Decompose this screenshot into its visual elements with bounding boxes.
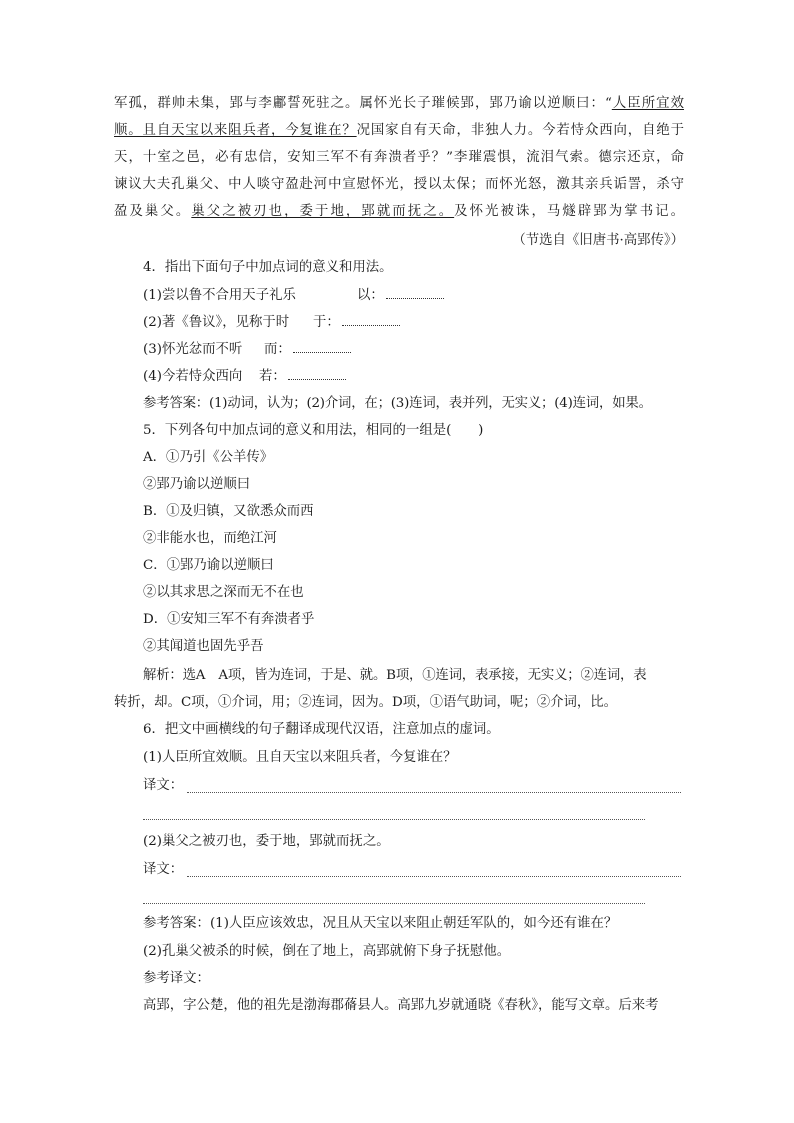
passage-text: 军孤，群帅未集，郢与李鄘誓死驻之。属怀光长子璀候郢，郢乃谕以逆顺曰：“	[114, 96, 612, 111]
q5-option-c1: C．①郢乃谕以逆顺曰	[143, 558, 274, 573]
answer-line	[187, 792, 681, 793]
q4-item-3: (3)怀光忿而不听 而：	[143, 340, 684, 360]
q4-stem: 4．指出下面句子中加点词的意义和用法。	[143, 260, 393, 275]
passage-line-4: 谏议大夫孔巢父、中人啖守盈赴河中宣慰怀光，授以太保；而怀光怒，激其亲兵诟詈，杀守	[114, 177, 684, 192]
answer-blank	[342, 313, 400, 326]
q5-option-d2: ②其闻道也固先乎吾	[143, 639, 264, 654]
reference-translation-text: 高郢，字公楚，他的祖先是渤海郡蓨县人。高郢九岁就通晓《春秋》，能写文章。后来考	[143, 998, 659, 1013]
passage-line-2	[114, 121, 684, 141]
answer-line	[143, 903, 645, 904]
q5-option-a2: ②郢乃谕以逆顺曰	[143, 477, 251, 492]
q6-translate-label-2: 译文：	[143, 862, 184, 877]
reference-translation-label: 参考译文：	[143, 971, 210, 986]
answer-blank	[293, 340, 351, 353]
q5-option-b1: B．①及归镇，又欲悉众而西	[143, 504, 314, 519]
passage-line-1	[114, 94, 684, 114]
answer-blank	[386, 286, 444, 299]
q6-stem: 6．把文中画横线的句子翻译成现代汉语，注意加点的虚词。	[143, 722, 500, 737]
answer-line	[187, 876, 681, 877]
q5-option-c2: ②以其求思之深而无不在也	[143, 585, 304, 600]
passage-text: 及怀光被诛，马燧辟郢为掌书记。	[454, 204, 685, 219]
underlined-sentence: 顺。且自天宝以来阻兵者，今复谁在？	[114, 123, 357, 138]
passage-line-5	[114, 202, 684, 222]
q6-answer-2: (2)孔巢父被杀的时候，倒在了地上，高郢就俯下身子抚慰他。	[143, 944, 511, 959]
q5-analysis-1: 解析：选A A项，皆为连词，于是、就。B项，①连词，表承接，无实义；②连词，表	[143, 668, 647, 683]
q5-stem: 5．下列各句中加点词的意义和用法，相同的一组是( )	[143, 423, 484, 438]
q5-option-b2: ②非能水也，而绝江河	[143, 531, 277, 546]
q6-translate-label-1: 译文：	[143, 778, 184, 793]
q4-item-1: (1)尝以鲁不合用天子礼乐 以：	[143, 286, 684, 306]
passage-line-3: 天，十室之邑，必有忠信，安知三军不有奔溃者乎？”李璀震惧，流泪气索。德宗还京，命	[114, 150, 684, 165]
q4-item-4: (4)今若恃众西向 若：	[143, 367, 684, 387]
q6-sentence-1: (1)人臣所宜效顺。且自天宝以来阻兵者，今复谁在？	[143, 750, 457, 765]
q5-analysis-2: 转折，却。C项，①介词，用；②连词，因为。D项，①语气助词，呢；②介词，比。	[114, 695, 618, 710]
q4-answer: 参考答案：(1)动词，认为；(2)介词，在；(3)连词，表并列，无实义；(4)连词，如果。	[143, 396, 652, 411]
source-citation: （节选自《旧唐书·高郢传》）	[512, 233, 684, 248]
q5-option-d1: D．①安知三军不有奔溃者乎	[143, 612, 315, 627]
q5-option-a1: A．①乃引《公羊传》	[143, 450, 274, 465]
q4-item-2: (2)著《鲁议》，见称于时 于：	[143, 313, 684, 333]
answer-blank	[288, 367, 346, 380]
passage-text: 盈及巢父。	[114, 204, 192, 219]
q6-answer-1: 参考答案：(1)人臣应该效忠，况且从天宝以来阻止朝廷军队的，如今还有谁在？	[143, 916, 618, 931]
passage-text: 况国家自有天命，非独人力。今若恃众西向，自绝于	[356, 123, 684, 138]
underlined-sentence: 巢父之被刃也，委于地，郢就而抚之。	[191, 204, 455, 219]
answer-line	[143, 819, 645, 820]
q6-sentence-2: (2)巢父之被刃也，委于地，郢就而抚之。	[143, 834, 390, 849]
underlined-sentence: 人臣所宜效	[611, 96, 685, 111]
